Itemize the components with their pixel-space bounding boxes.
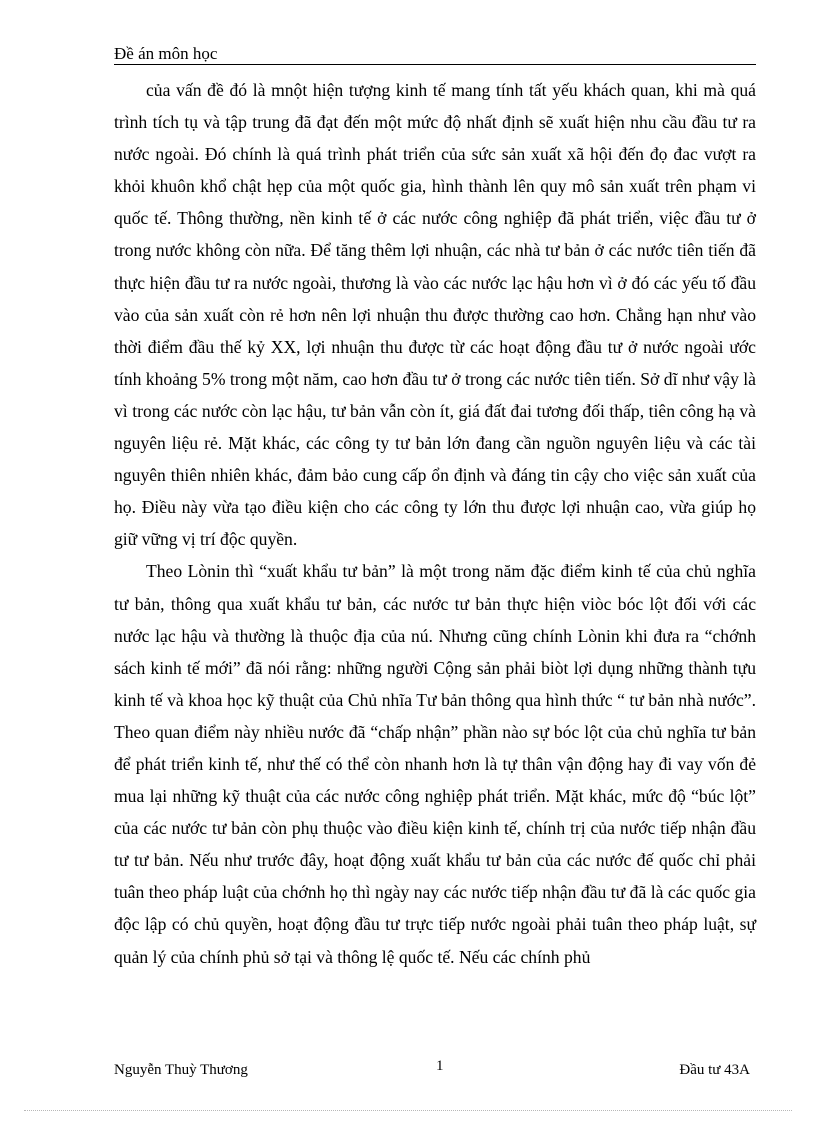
- body-paragraph: của vấn đề đó là mnột hiện tượng kinh tế mang tính tất yếu khách quan, khi mà quá trình tích tụ và tập trung đã đạt đến một mức độ nhất định sẽ xuất hiện nhu cầu đầu tư ra nước ngoài. Đó chính là quá trình phát triển của sức sản xuất xã hội đến đọ đac vượt ra khỏi khuôn khổ chật hẹp của một quốc gia, hình thành lên quy mô sản xuất trên phạm vi quốc tế. Thông thường, nền kinh tế ở các nước công nghiệp đã phát triển, việc đầu tư ở trong nước không còn nữa. Để tăng thêm lợi nhuận, các nhà tư bản ở các nước tiên tiến đã thực hiện đầu tư ra nước ngoài, thương là vào các nước lạc hậu hơn vì ở đó các yếu tố đầu vào của sản xuất còn rẻ hơn nên lợi nhuận thu được thường cao hơn. Chẳng hạn như vào thời điểm đầu thế kỷ XX, lợi nhuận thu được từ các hoạt động đầu tư ở nước ngoài ước tính khoảng 5% trong một năm, cao hơn đầu tư ở trong các nước tiên tiến. Sở dĩ như vậy là vì trong các nước còn lạc hậu, tư bản vẫn còn ít, giá đất đai tương đối thấp, tiên công hạ và nguyên liệu rẻ. Mặt khác, các công ty tư bản lớn đang cần nguồn nguyên liệu và các tài nguyên thiên nhiên khác, đảm bảo cung cấp ổn định và đáng tin cậy cho việc sản xuất của họ. Điều này vừa tạo điều kiện cho các công ty lớn thu được lợi nhuận cao, vừa giúp họ giữ vững vị trí độc quyền.: [114, 80, 756, 550]
- page-number: 1: [436, 1058, 444, 1074]
- footer-author: Nguyễn Thuỳ Thương: [114, 1062, 248, 1078]
- body-paragraph: Theo Lònin thì “xuất khẩu tư bản” là một trong năm đặc điểm kinh tế của chủ nghĩa tư bản, thông qua xuất khẩu tư bản, các nước tư bản thực hiện viòc bóc lột đối với các nước lạc hậu và thường là thuộc địa của nú. Nhưng cũng chính Lònin khi đưa ra “chớnh sách kinh tế mới” đã nói rằng: những người Cộng sản phải biòt lợi dụng những thành tựu kinh tế và khoa học kỹ thuật của Chủ nhĩa Tư bản thông qua hình thức “ tư bản nhà nước”. Theo quan điểm này nhiều nước đã “chấp nhận” phần nào sự bóc lột của chủ nghĩa tư bản để phát triển kinh tế, như thế có thể còn nhanh hơn là tự thân vận động hay đi vay vốn đẻ mua lại những kỹ thuật của các nước công nghiệp phát triển. Mặt khác, mức độ “búc lột” của các nước tư bản còn phụ thuộc vào điều kiện kinh tế, chính trị của nước tiếp nhận đầu tư tư bản. Nếu như trước đây, hoạt động xuất khẩu tư bản của các nước đế quốc chỉ phải tuân theo pháp luật của chớnh họ thì ngày nay các nước tiếp nhận đầu tư đã là các quốc gia độc lập có chủ quyền, hoạt động đầu tư trực tiếp nước ngoài phải tuân theo pháp luật, sự quản lý của chính phủ sở tại và thông lệ quốc tế. Nếu các chính phủ: [114, 561, 756, 967]
- page-boundary-divider: [24, 1110, 792, 1111]
- header-divider: [114, 64, 756, 65]
- document-body: [114, 74, 756, 973]
- footer-class-label: Đầu tư 43A: [679, 1062, 750, 1078]
- document-footer: [114, 1058, 756, 1084]
- document-header-title: Đề án môn học: [114, 44, 218, 63]
